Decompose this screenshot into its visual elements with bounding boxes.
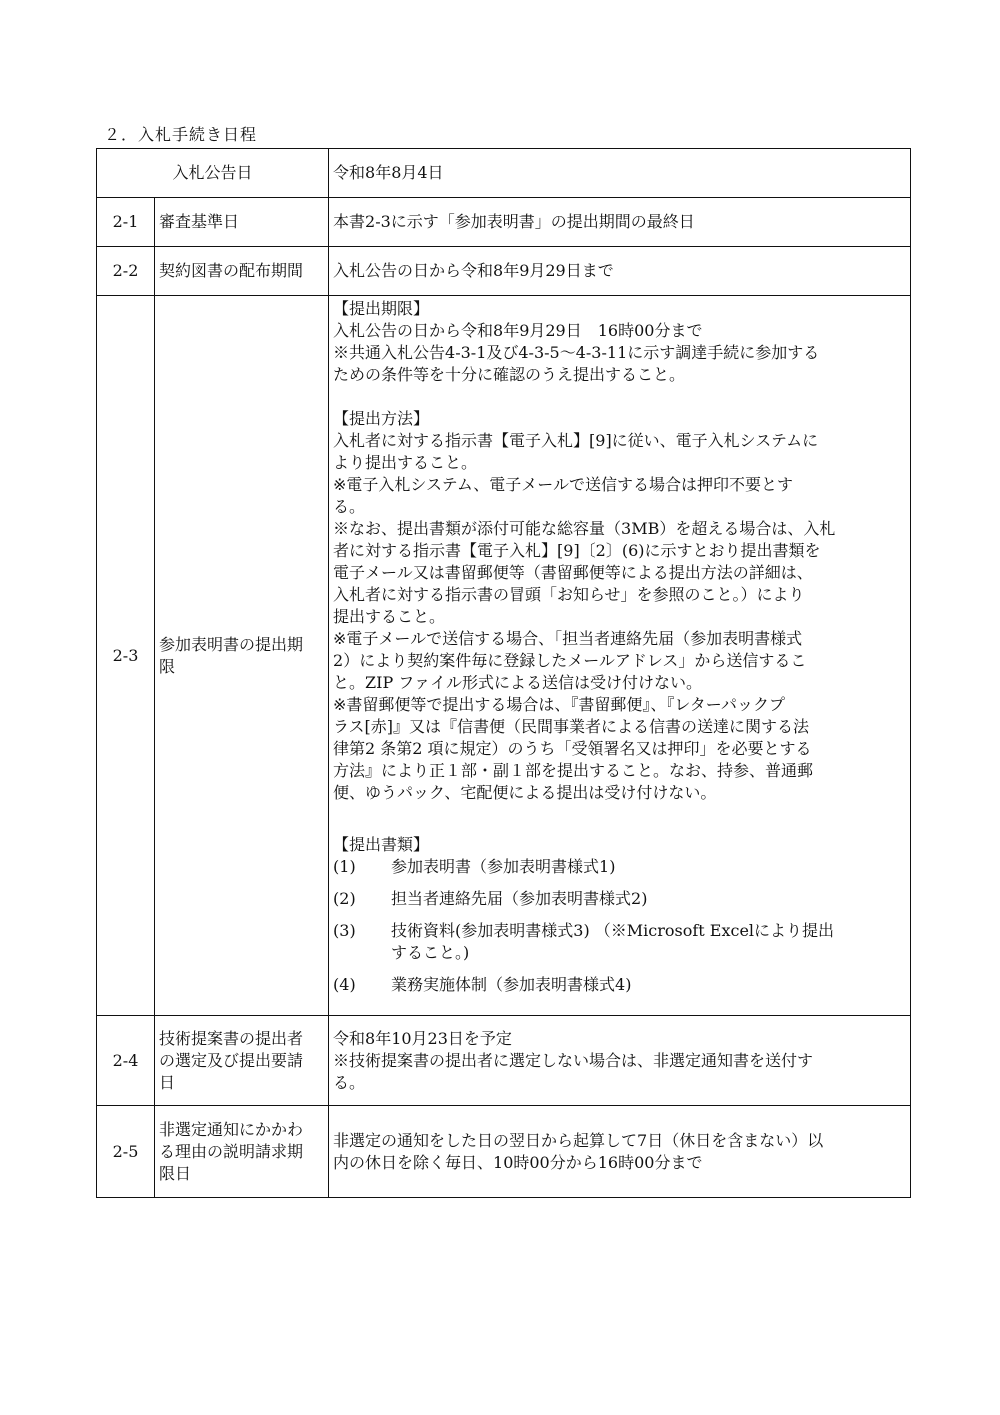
- row-number: 2-1: [97, 198, 155, 247]
- row-label: [155, 1016, 329, 1106]
- list-item: [333, 974, 906, 996]
- row-content-text: 非選定の通知をした日の翌日から起算して7日（休日を含まない）以 内の休日を除く毎日、10時00分から16時00分まで: [333, 1130, 824, 1172]
- row-label: 入札公告日: [97, 149, 329, 198]
- row-content: [329, 247, 911, 296]
- row-content-text: 令和8年8月4日: [333, 163, 444, 182]
- item-number: (4): [333, 975, 356, 994]
- item-text: 業務実施体制（参加表明書様式4): [391, 975, 632, 994]
- list-item: [333, 920, 906, 964]
- method-heading: 【提出方法】: [333, 409, 430, 428]
- docs-heading: 【提出書類】: [333, 835, 430, 854]
- row-label-text: 参加表明書の提出期 限: [159, 634, 304, 676]
- row-content: [329, 1106, 911, 1198]
- deadline-text: 入札公告の日から令和8年9月29日 16時00分まで: [333, 321, 703, 340]
- row-label: 契約図書の配布期間: [155, 247, 329, 296]
- schedule-table: [96, 148, 911, 1198]
- row-label-text: 非選定通知にかかわ る理由の説明請求期 限日: [159, 1119, 304, 1183]
- section-title: ２．入札手続き日程: [104, 125, 258, 144]
- row-number: 2-3: [97, 296, 155, 1016]
- spacer: [333, 804, 906, 834]
- row-content: [329, 1016, 911, 1106]
- deadline-heading: 【提出期限】: [333, 299, 430, 318]
- table-row: [97, 1016, 911, 1106]
- spacer: [333, 386, 906, 408]
- row-content-text: 令和8年10月23日を予定 ※技術提案書の提出者に選定しない場合は、非選定通知書を送付す る。: [333, 1028, 814, 1092]
- row-label: [155, 296, 329, 1016]
- item-number: (2): [333, 889, 356, 908]
- deadline-note: ※共通入札公告4-3-1及び4-3-5～4-3-11に示す調達手続に参加する ための条件等を十分に確認のうえ提出すること。: [333, 343, 820, 384]
- item-text: 参加表明書（参加表明書様式1): [391, 857, 616, 876]
- table-row: [97, 149, 911, 198]
- list-item: [333, 888, 906, 910]
- table-row: [97, 198, 911, 247]
- row-content: [329, 296, 911, 1016]
- row-content: [329, 149, 911, 198]
- row-number: 2-5: [97, 1106, 155, 1198]
- row-content: [329, 198, 911, 247]
- row-label: 審査基準日: [155, 198, 329, 247]
- row-label: [155, 1106, 329, 1198]
- table-row: [97, 1106, 911, 1198]
- row-number: 2-4: [97, 1016, 155, 1106]
- row-label-text: 技術提案書の提出者 の選定及び提出要請 日: [159, 1028, 304, 1092]
- item-text: 担当者連絡先届（参加表明書様式2): [391, 889, 648, 908]
- row-number: 2-2: [97, 247, 155, 296]
- item-text: 技術資料(参加表明書様式3) （※Microsoft Excelにより提出 すること。): [391, 921, 835, 962]
- table-row: [97, 296, 911, 1016]
- item-number: (3): [333, 921, 356, 940]
- row-content-text: 本書2-3に示す「参加表明書」の提出期間の最終日: [333, 212, 695, 231]
- row-content-text: 入札公告の日から令和8年9月29日まで: [333, 261, 614, 280]
- method-text: 入札者に対する指示書【電子入札】[9]に従い、電子入札システムに より提出すること。 ※電子入札システム、電子メールで送信する場合は押印不要とす る。 ※なお、提出書類が添付可能な総容量（3MB）を超える場合は、入札 者に対する指示書【電子入札】[9]〔2〕(6)に示すとおり提出書類を 電子メール又は書留郵便等（書留郵便等による提出方法の詳細は、 入札者に対する指示書の冒頭「お知らせ」を参照のこと。）により 提出すること。 ※電子メールで送信する場合、「担当者連絡先届（参加表明書様式 2）により契約案件毎に登録したメールアドレス」から送信するこ と。ZIP ファイル形式による送信は受け付けない。 ※書留郵便等で提出する場合は、『書留郵便』、『レターパックプ ラス[赤]』又は『信書便（民間事業者による信書の送達に関する法 律第2 条第2 項に規定）のうち「受領署名又は押印」を必要とする 方法』により正１部・副１部を提出すること。なお、持参、普通郵 便、ゆうパック、宅配便による提出は受け付けない。: [333, 431, 836, 802]
- table-row: [97, 247, 911, 296]
- list-item: [333, 856, 906, 878]
- item-number: (1): [333, 857, 356, 876]
